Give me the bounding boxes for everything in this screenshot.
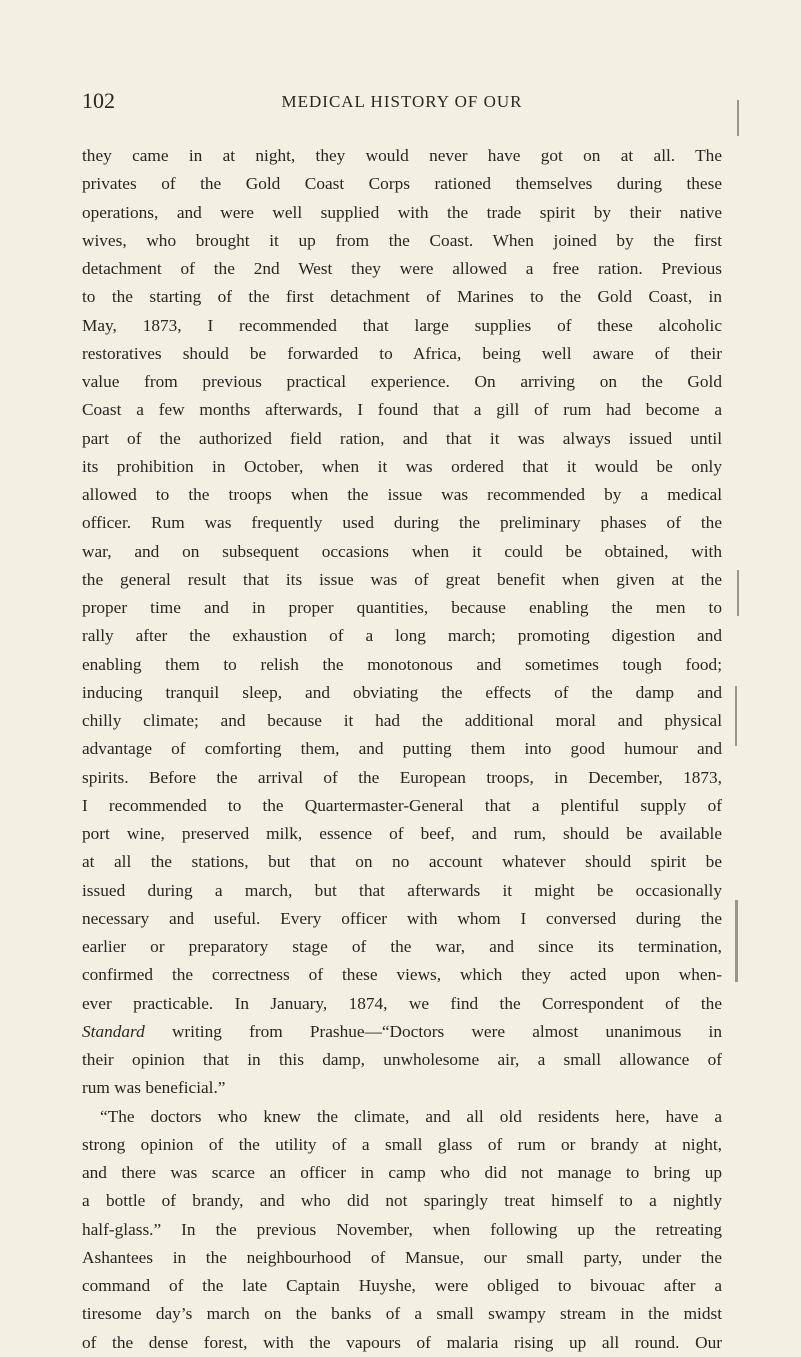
- text-line: [82, 1018, 722, 1046]
- body-text: [82, 142, 722, 1357]
- text-line: rum was beneficial.”: [82, 1078, 226, 1098]
- text-line: command of the late Captain Huyshe, were obliged to bivouac after a: [82, 1276, 722, 1295]
- text-line: to the starting of the first detachment of Marines to the Gold Coast, in: [82, 287, 722, 307]
- text-line: issued during a march, but that afterwards it might be occasionally: [82, 880, 722, 900]
- text-line: restoratives should be forwarded to Africa, being well aware of their: [82, 343, 722, 363]
- text-line: proper time and in proper quantities, because enabling the men to: [82, 598, 722, 617]
- newspaper-title: Standard: [82, 1021, 145, 1041]
- text-line: spirits. Before the arrival of the European troops, in December, 1873,: [82, 767, 722, 787]
- text-line: detachment of the 2nd West they were allowed a free ration. Previous: [82, 259, 722, 278]
- text-line: port wine, preserved milk, essence of beef, and rum, should be available: [82, 824, 722, 843]
- text-line: and there was scarce an officer in camp who did not manage to bring up: [82, 1163, 722, 1182]
- margin-mark: [737, 100, 739, 136]
- text-line: enabling them to relish the monotonous and sometimes tough food;: [82, 654, 722, 674]
- text-line: a bottle of brandy, and who did not sparingly treat himself to a nightly: [82, 1191, 722, 1211]
- margin-mark: [735, 900, 738, 982]
- text-line: confirmed the correctness of these views, which they acted upon when-: [82, 965, 722, 985]
- text-line: they came in at night, they would never have got on at all. The: [82, 146, 722, 165]
- text-line: necessary and useful. Every officer with whom I conversed during the: [82, 908, 722, 928]
- text-line: allowed to the troops when the issue was recommended by a medical: [82, 485, 722, 504]
- text-line: privates of the Gold Coast Corps rationed themselves during these: [82, 174, 722, 194]
- text-line: value from previous practical experience. On arriving on the Gold: [82, 372, 722, 391]
- text-line: May, 1873, I recommended that large supplies of these alcoholic: [82, 315, 722, 335]
- text-line: “The doctors who knew the climate, and all old residents here, have a: [100, 1106, 722, 1126]
- margin-mark: [735, 686, 737, 746]
- text-line: the general result that its issue was of great benefit when given at the: [82, 569, 722, 589]
- page-number: 102: [82, 88, 115, 113]
- text-line: ever practicable. In January, 1874, we find the Correspondent of the: [82, 993, 722, 1013]
- text-line: their opinion that in this damp, unwholesome air, a small allowance of: [82, 1050, 722, 1069]
- text-line: at all the stations, but that on no account whatever should spirit be: [82, 852, 722, 872]
- text-line: wives, who brought it up from the Coast. When joined by the first: [82, 230, 722, 250]
- text-line: half-glass.” In the previous November, when following up the retreating: [82, 1219, 722, 1239]
- text-line: part of the authorized field ration, and that it was always issued until: [82, 428, 722, 448]
- text-line: tiresome day’s march on the banks of a small swampy stream in the midst: [82, 1304, 722, 1324]
- text-line: I recommended to the Quartermaster-General that a plentiful supply of: [82, 795, 722, 815]
- text-line: officer. Rum was frequently used during the preliminary phases of the: [82, 513, 722, 533]
- text-line: war, and on subsequent occasions when it could be obtained, with: [82, 541, 722, 561]
- text-line: its prohibition in October, when it was ordered that it would be only: [82, 456, 722, 476]
- page-header: [82, 88, 722, 118]
- text-line: inducing tranquil sleep, and obviating the effects of the damp and: [82, 682, 722, 702]
- margin-mark: [737, 570, 739, 616]
- text-line: strong opinion of the utility of a small glass of rum or brandy at night,: [82, 1134, 722, 1154]
- running-head: MEDICAL HISTORY OF OUR: [281, 92, 523, 111]
- text-line: of the dense forest, with the vapours of malaria rising up all round. Our: [82, 1332, 722, 1352]
- text-line: Ashantees in the neighbourhood of Mansue, our small party, under the: [82, 1247, 722, 1267]
- text-line: chilly climate; and because it had the additional moral and physical: [82, 711, 722, 730]
- text-segment: writing from Prashue—“Doctors were almost unanimous in: [144, 1021, 722, 1041]
- text-line: earlier or preparatory stage of the war, and since its termination,: [82, 937, 722, 956]
- text-line: rally after the exhaustion of a long march; promoting digestion and: [82, 626, 722, 646]
- text-line: operations, and were well supplied with the trade spirit by their native: [82, 202, 722, 222]
- text-line: Coast a few months afterwards, I found that a gill of rum had become a: [82, 400, 722, 420]
- text-line: advantage of comforting them, and putting them into good humour and: [82, 739, 722, 759]
